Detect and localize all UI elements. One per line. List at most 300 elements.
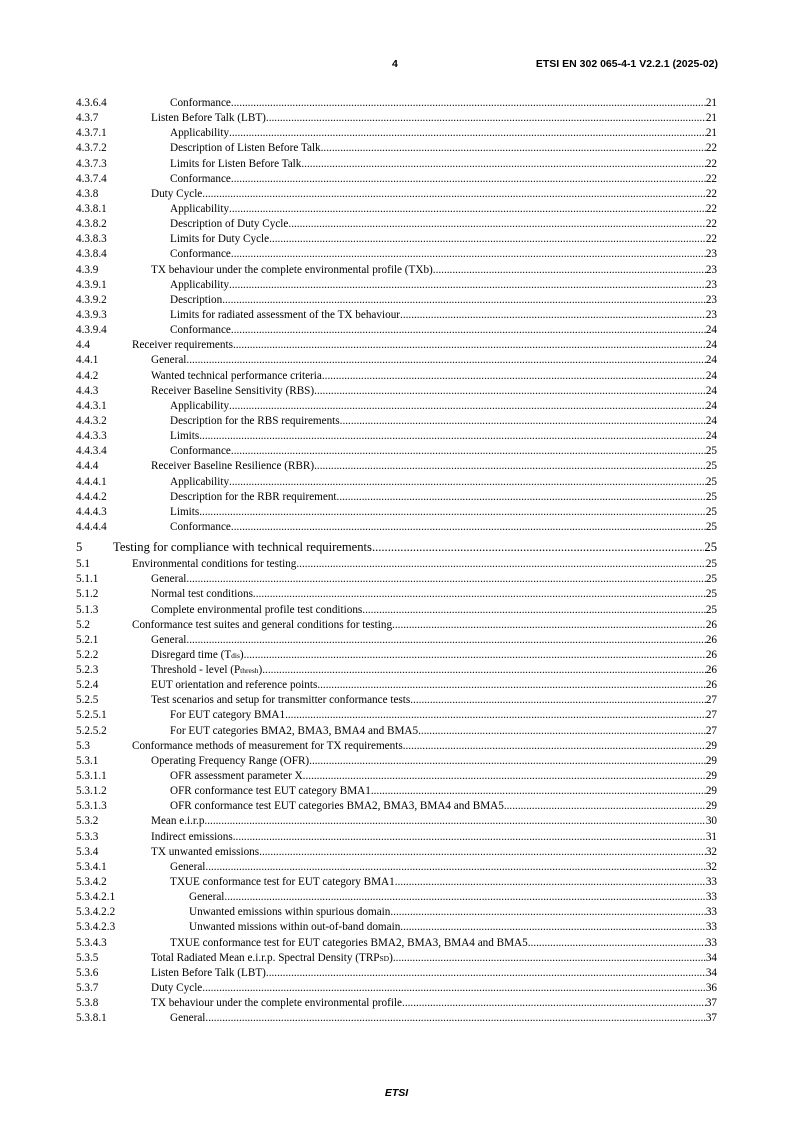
toc-dot-leader: [229, 399, 706, 414]
toc-dot-leader: [231, 444, 706, 459]
toc-entry-title: [170, 444, 231, 459]
toc-entry-number: 4.4.3: [76, 384, 99, 397]
toc-entry-title-text: Conformance test suites and general conditions for testing: [132, 618, 393, 631]
toc-page-number: 29: [705, 785, 717, 798]
toc-dot-leader: [410, 693, 706, 708]
toc-entry-title-text: Description of Listen Before Talk: [170, 142, 321, 155]
toc-entry-number: 5.3.1.3: [76, 800, 107, 813]
toc-entry-title-text: Disregard time (T: [151, 648, 232, 661]
toc-entry-title: [189, 890, 224, 905]
toc-dot-leader: [202, 187, 706, 202]
toc-page-number: 33: [705, 936, 717, 949]
toc-entry-title-text: TX behaviour under the complete environmental profile (TXb): [151, 263, 433, 276]
toc-entry-title: [189, 920, 400, 935]
toc-entry[interactable]: [76, 996, 717, 1011]
toc-entry-number: 4.4.3.1: [76, 399, 107, 412]
toc-entry-title-text: Applicability: [170, 278, 230, 291]
toc-entry[interactable]: [76, 784, 717, 799]
toc-entry[interactable]: [76, 890, 717, 905]
toc-entry-title-text: Applicability: [170, 202, 230, 215]
toc-entry[interactable]: [76, 353, 717, 368]
toc-dot-leader: [433, 263, 706, 278]
toc-entry-number: 5.3.8.1: [76, 1012, 107, 1025]
toc-dot-leader: [231, 323, 706, 338]
toc-entry-title: [170, 724, 418, 739]
toc-dot-leader: [337, 490, 706, 505]
toc-entry-title-suffix: ): [239, 648, 244, 661]
toc-entry-title: [151, 678, 317, 693]
toc-entry-title-text: Description for the RBR requirement: [170, 490, 337, 503]
toc-entry[interactable]: [76, 603, 717, 618]
toc-dot-leader: [390, 905, 705, 920]
toc-entry[interactable]: [76, 414, 717, 429]
toc-page-number: 34: [705, 951, 717, 964]
toc-dot-leader: [229, 278, 706, 293]
toc-entry-title-text: Environmental conditions for testing: [132, 558, 297, 571]
toc-entry-title-text: Description of Duty Cycle: [170, 218, 289, 231]
toc-entry-title-text: Listen Before Talk (LBT): [151, 112, 266, 125]
toc-entry-number: 5: [76, 540, 83, 555]
toc-entry-title-text: Mean e.i.r.p.: [151, 815, 208, 828]
toc-entry[interactable]: [76, 459, 717, 474]
toc-entry[interactable]: [76, 966, 717, 981]
toc-page-number: 22: [705, 142, 717, 155]
toc-entry[interactable]: [76, 278, 717, 293]
toc-dot-leader: [229, 202, 706, 217]
toc-entry[interactable]: [76, 429, 717, 444]
toc-entry[interactable]: [76, 678, 717, 693]
toc-dot-leader: [400, 308, 706, 323]
toc-entry-number: 5.3.7: [76, 982, 99, 995]
toc-entry-number: 4.4.1: [76, 354, 99, 367]
toc-entry[interactable]: [76, 572, 717, 587]
toc-entry-title: [170, 126, 229, 141]
toc-entry[interactable]: [76, 587, 717, 602]
toc-entry[interactable]: [76, 172, 717, 187]
toc-entry-title-text: Indirect emissions: [151, 830, 233, 843]
toc-page-number: 25: [705, 475, 717, 488]
toc-entry-title-text: OFR conformance test EUT category BMA1: [170, 785, 371, 798]
toc-entry-title-text: Receiver Baseline Sensitivity (RBS): [151, 384, 315, 397]
toc-dot-leader: [205, 860, 705, 875]
toc-page-number: 37: [705, 997, 717, 1010]
toc-entry-number: 5.1.3: [76, 603, 99, 616]
toc-dot-leader: [231, 247, 706, 262]
toc-dot-leader: [231, 96, 706, 111]
toc-entry[interactable]: [76, 369, 717, 384]
toc-entry-number: 4.4.3.2: [76, 414, 107, 427]
toc-page-number: 23: [705, 278, 717, 291]
toc-dot-leader: [393, 951, 706, 966]
toc-entry-title: [151, 587, 253, 602]
toc-entry-title: [170, 520, 231, 535]
toc-entry-title: [170, 936, 528, 951]
toc-page-number: 22: [705, 233, 717, 246]
toc-entry-title: [151, 951, 393, 966]
toc-page-number: 24: [705, 384, 717, 397]
toc-dot-leader: [231, 520, 706, 535]
toc-entry[interactable]: [76, 981, 717, 996]
toc-entry-number: 5.2.5: [76, 694, 99, 707]
toc-entry-title: [151, 663, 262, 678]
toc-dot-leader: [199, 505, 706, 520]
toc-dot-leader: [229, 126, 706, 141]
toc-entry[interactable]: [76, 505, 717, 520]
toc-dot-leader: [371, 784, 706, 799]
toc-entry-title-text: Conformance: [170, 520, 231, 533]
toc-dot-leader: [186, 353, 705, 368]
toc-entry[interactable]: [76, 157, 717, 172]
toc-entry-title: [170, 875, 395, 890]
toc-entry-title: [151, 263, 433, 278]
toc-entry-title: [151, 814, 207, 829]
toc-page-number: 29: [705, 800, 717, 813]
toc-entry[interactable]: [76, 141, 717, 156]
toc-page-number: 36: [705, 982, 717, 995]
toc-entry-number: 5.3.1.1: [76, 770, 107, 783]
toc-dot-leader: [233, 830, 706, 845]
toc-entry-number: 4.3.8: [76, 187, 99, 200]
toc-entry[interactable]: [76, 263, 717, 278]
toc-entry[interactable]: [76, 618, 717, 633]
toc-entry[interactable]: [76, 951, 717, 966]
toc-page-number: 33: [705, 876, 717, 889]
toc-entry-number: 4.3.9.4: [76, 324, 107, 337]
toc-entry-title: [170, 1011, 205, 1026]
toc-entry-number: 5.3.8: [76, 997, 99, 1010]
toc-entry[interactable]: [76, 724, 717, 739]
toc-entry[interactable]: [76, 633, 717, 648]
toc-entry[interactable]: [76, 247, 717, 262]
toc-entry-title: [151, 996, 402, 1011]
toc-entry-number: 4.4.2: [76, 369, 99, 382]
toc-page-number: 26: [705, 664, 717, 677]
toc-entry-number: 4.4.4: [76, 460, 99, 473]
toc-entry-title-text: Conformance: [170, 172, 231, 185]
toc-entry-number: 4.3.8.4: [76, 248, 107, 261]
toc-page-number: 25: [705, 520, 717, 533]
toc-entry-title-text: Applicability: [170, 127, 230, 140]
toc-entry-number: 5.3.4.2.1: [76, 891, 116, 904]
toc-entry-number: 4.4.4.2: [76, 490, 107, 503]
toc-entry-number: 4.3.9.1: [76, 278, 107, 291]
toc-entry-title: [132, 557, 296, 572]
toc-page-number: 23: [705, 293, 717, 306]
toc-page-number: 26: [705, 648, 717, 661]
toc-entry-title: [113, 539, 372, 556]
toc-dot-leader: [269, 232, 706, 247]
toc-entry-title: [151, 966, 266, 981]
toc-entry-title: [132, 739, 403, 754]
toc-entry-title-text: Complete environmental profile test conditions: [151, 603, 363, 616]
toc-entry[interactable]: [76, 905, 717, 920]
toc-page-number: 25: [705, 445, 717, 458]
toc-dot-leader: [296, 557, 705, 572]
toc-entry[interactable]: [76, 475, 717, 490]
toc-entry-number: 5.3.4.3: [76, 936, 107, 949]
toc-page-number: 22: [705, 172, 717, 185]
toc-entry-title: [170, 414, 340, 429]
toc-page-number: 22: [705, 202, 717, 215]
toc-page-number: 24: [705, 399, 717, 412]
toc-entry-title-text: Receiver Baseline Resilience (RBR): [151, 460, 315, 473]
toc-entry-title-text: Limits for Duty Cycle: [170, 233, 270, 246]
toc-dot-leader: [285, 708, 706, 723]
toc-entry[interactable]: [76, 96, 717, 111]
toc-entry-number: 5.1: [76, 558, 90, 571]
toc-entry-number: 5.1.1: [76, 573, 99, 586]
toc-entry[interactable]: [76, 693, 717, 708]
toc-page-number: 25: [705, 460, 717, 473]
toc-entry-title: [170, 784, 371, 799]
toc-entry-title: [151, 111, 266, 126]
toc-entry-number: 4.3.7.3: [76, 157, 107, 170]
toc-entry-title-text: Conformance: [170, 97, 231, 109]
toc-page-number: 33: [705, 921, 717, 934]
toc-entry-title-text: OFR assessment parameter X: [170, 770, 303, 783]
toc-entry-subscript: dis: [231, 650, 240, 660]
toc-page-number: 34: [705, 966, 717, 979]
toc-entry-title: [170, 505, 199, 520]
toc-entry-title: [151, 633, 186, 648]
toc-entry[interactable]: [76, 338, 717, 353]
toc-entry[interactable]: [76, 308, 717, 323]
toc-entry-title: [170, 429, 199, 444]
toc-entry-number: 5.3.1: [76, 754, 99, 767]
toc-entry[interactable]: [76, 708, 717, 723]
toc-dot-leader: [266, 111, 706, 126]
toc-entry-number: 5.2.2: [76, 648, 99, 661]
toc-entry[interactable]: [76, 814, 717, 829]
toc-entry-title: [170, 202, 229, 217]
toc-entry-number: 5.3.4.1: [76, 860, 107, 873]
toc-entry[interactable]: [76, 111, 717, 126]
toc-dot-leader: [244, 648, 706, 663]
toc-page-number: 25: [705, 490, 717, 503]
toc-entry[interactable]: [76, 875, 717, 890]
toc-entry-title: [151, 981, 202, 996]
toc-entry-number: 5.1.2: [76, 588, 99, 601]
toc-entry-title: [170, 247, 231, 262]
toc-dot-leader: [222, 293, 706, 308]
toc-entry-title-text: General: [151, 633, 187, 646]
toc-dot-leader: [314, 384, 706, 399]
toc-entry-title: [170, 323, 231, 338]
toc-entry-number: 4.4.3.3: [76, 430, 107, 443]
toc-page-number: 27: [705, 694, 717, 707]
toc-entry[interactable]: [76, 490, 717, 505]
toc-entry-title-text: Limits for Listen Before Talk: [170, 157, 302, 170]
toc-entry-number: 4.4.3.4: [76, 445, 107, 458]
toc-entry-title: [170, 232, 269, 247]
toc-entry-title-text: Duty Cycle: [151, 982, 203, 995]
toc-page-number: 32: [705, 860, 717, 873]
toc-page-number: 26: [705, 618, 717, 631]
toc-dot-leader: [403, 739, 706, 754]
toc-entry[interactable]: [76, 920, 717, 935]
toc-entry-title: [170, 708, 285, 723]
toc-entry[interactable]: [76, 860, 717, 875]
toc-entry[interactable]: [76, 323, 717, 338]
toc-entry-title: [151, 754, 309, 769]
toc-entry[interactable]: [76, 293, 717, 308]
toc-entry-title-text: Limits for radiated assessment of the TX behaviour: [170, 308, 401, 321]
toc-entry[interactable]: [76, 648, 717, 663]
toc-dot-leader: [528, 936, 706, 951]
toc-entry-title: [170, 157, 301, 172]
toc-dot-leader: [186, 633, 705, 648]
toc-entry[interactable]: [76, 769, 717, 784]
toc-entry[interactable]: [76, 126, 717, 141]
toc-entry[interactable]: [76, 444, 717, 459]
toc-entry-number: 5.3.4.2.3: [76, 921, 116, 934]
toc-entry-number: 5.2.5.2: [76, 724, 107, 737]
toc-dot-leader: [253, 587, 706, 602]
toc-entry-title-text: Conformance: [170, 445, 231, 458]
toc-dot-leader: [400, 920, 706, 935]
toc-entry-title-text: Conformance: [170, 324, 231, 337]
toc-dot-leader: [418, 724, 706, 739]
toc-dot-leader: [259, 845, 706, 860]
toc-entry[interactable]: [76, 936, 717, 951]
toc-page-number: 24: [705, 369, 717, 382]
toc-entry-number: 5.3.3: [76, 830, 99, 843]
toc-entry-title: [170, 799, 504, 814]
toc-entry-title-text: Testing for compliance with technical requirements: [113, 540, 372, 555]
toc-dot-leader: [266, 966, 706, 981]
toc-entry-title: [151, 369, 322, 384]
toc-entry[interactable]: [76, 217, 717, 232]
toc-entry-title-text: General: [151, 354, 187, 367]
toc-entry[interactable]: [76, 754, 717, 769]
toc-entry-number: 5.3.4.2: [76, 876, 107, 889]
toc-page-number: 23: [705, 248, 717, 261]
toc-page-number: 26: [705, 633, 717, 646]
toc-entry-title-text: Applicability: [170, 399, 230, 412]
toc-entry-number: 5.2.3: [76, 664, 99, 677]
toc-dot-leader: [262, 663, 706, 678]
toc-entry-title-text: Listen Before Talk (LBT): [151, 966, 266, 979]
toc-entry[interactable]: [76, 520, 717, 535]
toc-dot-leader: [199, 429, 706, 444]
toc-entry-title: [189, 905, 390, 920]
toc-entry[interactable]: [76, 1011, 717, 1026]
toc-entry-title: [170, 141, 321, 156]
toc-dot-leader: [372, 539, 704, 556]
toc-entry[interactable]: [76, 739, 717, 754]
toc-entry-title: [170, 399, 229, 414]
toc-page-number: 25: [705, 573, 717, 586]
toc-page-number: 29: [705, 739, 717, 752]
toc-page-number: 32: [705, 845, 717, 858]
toc-dot-leader: [202, 981, 706, 996]
toc-entry-title-text: OFR conformance test EUT categories BMA2, BMA3, BMA4 and BMA5: [170, 800, 504, 813]
toc-entry-title-text: TXUE conformance test for EUT category BMA1: [170, 876, 395, 889]
toc-page-number: 27: [705, 724, 717, 737]
toc-dot-leader: [504, 799, 706, 814]
toc-entry-number: 4.3.7.1: [76, 127, 107, 140]
toc-entry-title: [170, 172, 231, 187]
page-number: 4: [392, 58, 398, 70]
toc-entry-title-text: Normal test conditions: [151, 588, 253, 601]
toc-dot-leader: [229, 475, 706, 490]
toc-entry-number: 4.4.4.3: [76, 505, 107, 518]
toc-entry[interactable]: [76, 232, 717, 247]
toc-entry[interactable]: [76, 557, 717, 572]
toc-page-number: 24: [705, 414, 717, 427]
toc-page-number: 25: [705, 603, 717, 616]
toc-page-number: 31: [705, 830, 717, 843]
table-of-contents: [76, 96, 717, 1026]
toc-entry-number: 5.2: [76, 618, 90, 631]
toc-entry[interactable]: [76, 799, 717, 814]
toc-dot-leader: [224, 890, 705, 905]
toc-page-number: 30: [705, 815, 717, 828]
toc-entry-title-text: Wanted technical performance criteria: [151, 369, 322, 382]
toc-entry[interactable]: [76, 202, 717, 217]
toc-entry[interactable]: [76, 663, 717, 678]
toc-page-number: 25: [704, 540, 717, 555]
toc-entry-title-text: Applicability: [170, 475, 230, 488]
toc-entry-title: [170, 217, 288, 232]
toc-entry[interactable]: [76, 384, 717, 399]
toc-entry-title-text: General: [170, 860, 206, 873]
toc-page-number: 37: [705, 1012, 717, 1025]
toc-entry[interactable]: [76, 845, 717, 860]
toc-entry-number: 4.4.4.4: [76, 520, 107, 533]
toc-page-number: 22: [705, 157, 717, 170]
toc-dot-leader: [231, 172, 706, 187]
toc-page-number: 23: [705, 308, 717, 321]
toc-entry-number: 4.4: [76, 339, 90, 352]
toc-page-number: 29: [705, 770, 717, 783]
toc-entry-title-text: General: [151, 573, 187, 586]
toc-entry[interactable]: [76, 830, 717, 845]
toc-entry-title-text: Conformance methods of measurement for TX requirements: [132, 739, 403, 752]
toc-entry-title-text: Operating Frequency Range (OFR): [151, 754, 310, 767]
toc-entry[interactable]: [76, 539, 717, 556]
toc-page-number: 22: [705, 218, 717, 231]
toc-entry-title-text: EUT orientation and reference points: [151, 679, 318, 692]
toc-dot-leader: [392, 618, 706, 633]
toc-page-number: 24: [705, 339, 717, 352]
toc-entry-number: 4.3.7.4: [76, 172, 107, 185]
toc-entry-title: [170, 96, 231, 111]
toc-page-number: 33: [705, 906, 717, 919]
toc-entry-number: 4.3.7: [76, 112, 99, 125]
toc-entry-title: [151, 187, 202, 202]
toc-entry-number: 4.3.9: [76, 263, 99, 276]
toc-entry-title: [170, 278, 229, 293]
toc-dot-leader: [362, 603, 706, 618]
toc-dot-leader: [233, 338, 706, 353]
toc-entry-number: 4.3.7.2: [76, 142, 107, 155]
toc-entry-number: 5.3.4: [76, 845, 99, 858]
toc-entry-title-text: General: [170, 1012, 206, 1025]
toc-dot-leader: [301, 157, 705, 172]
toc-dot-leader: [205, 1011, 705, 1026]
toc-page-number: 33: [705, 891, 717, 904]
toc-entry[interactable]: [76, 399, 717, 414]
toc-dot-leader: [314, 459, 706, 474]
toc-page-number: 25: [705, 505, 717, 518]
toc-page-number: 21: [705, 97, 717, 109]
toc-entry-number: 4.3.6.4: [76, 97, 107, 109]
toc-entry-subscript: SD: [379, 953, 390, 963]
toc-entry-number: 4.3.9.2: [76, 293, 107, 306]
toc-entry[interactable]: [76, 187, 717, 202]
toc-dot-leader: [207, 814, 706, 829]
